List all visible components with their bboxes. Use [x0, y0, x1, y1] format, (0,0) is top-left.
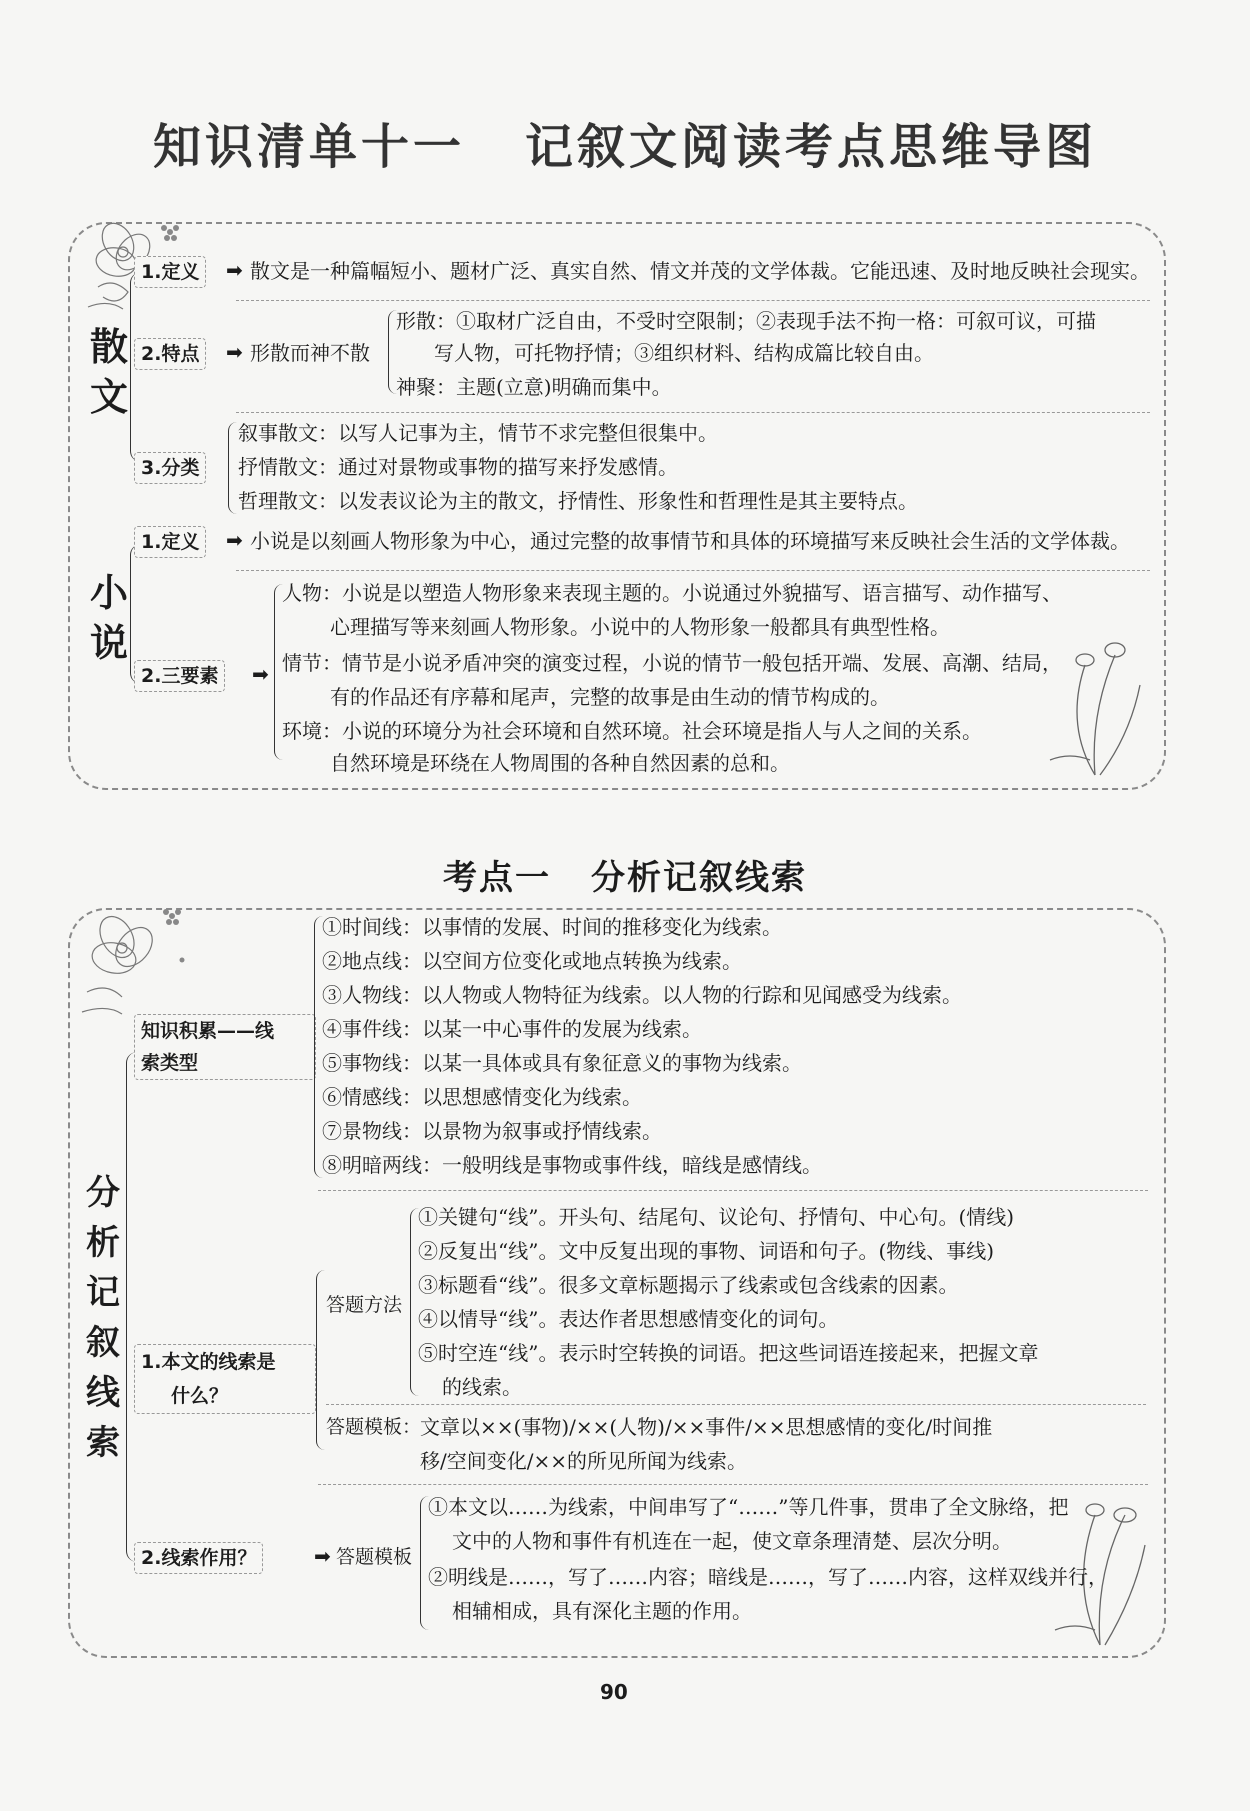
knowledge-label-line2: 索类型: [141, 1052, 199, 1074]
k-item: ①时间线：以事情的发展、时间的推移变化为线索。: [322, 915, 782, 939]
sanwen-def-label: 1.定义: [134, 256, 206, 288]
xiaoshuo-elem-label: 2.三要素: [134, 660, 225, 692]
template-label: 答题模板：: [326, 1416, 422, 1438]
section-title: [0, 850, 1250, 899]
orchid-plant-icon: [1030, 600, 1160, 780]
arrow-icon: ➡: [226, 340, 243, 364]
sanwen-cat-label: 3.分类: [134, 452, 206, 484]
title-part2: 记叙文阅读考点思维导图: [525, 119, 1098, 175]
flower-icon: [72, 902, 192, 1022]
method-label: 答题方法: [326, 1294, 403, 1316]
elem-item: 环境：小说的环境分为社会环境和自然环境。社会环境是指人与人之间的关系。: [282, 719, 982, 743]
xiaoshuo-heading: 小说: [89, 570, 128, 665]
knowledge-label-line1: 知识积累——线: [141, 1020, 275, 1042]
arrow-icon: ➡: [252, 662, 269, 686]
feat-item: 神聚：主题(立意)明确而集中。: [396, 375, 672, 399]
section-title-a: 考点一: [443, 858, 551, 898]
k-item: ②地点线：以空间方位变化或地点转换为线索。: [322, 949, 742, 973]
arrow-icon: ➡: [226, 258, 243, 282]
orchid-plant-icon: [1030, 1460, 1160, 1650]
q2-item: ②明线是……，写了……内容；暗线是……，写了……内容，这样双线并行，: [428, 1565, 1108, 1589]
elem-item: 有的作品还有序幕和尾声，完整的故事是由生动的情节构成的。: [330, 685, 890, 709]
method-item: ④以情导“线”。表达作者思想感情变化的词句。: [418, 1307, 839, 1331]
method-item: ③标题看“线”。很多文章标题揭示了线索或包含线索的因素。: [418, 1273, 959, 1297]
page-number: 90: [600, 1680, 628, 1704]
xiansuo-brace: [126, 1052, 137, 1562]
arrow-icon: ➡: [314, 1544, 331, 1568]
knowledge-label: [134, 1014, 316, 1080]
divider: [318, 1484, 1148, 1485]
divider: [236, 412, 1150, 413]
q1-label-line1: 1.本文的线索是: [141, 1351, 276, 1373]
k-item: ⑧明暗两线：一般明线是事物或事件线，暗线是感情线。: [322, 1153, 822, 1177]
elem-item: 自然环境是环绕在人物周围的各种自然因素的总和。: [330, 751, 790, 775]
method-item: ②反复出“线”。文中反复出现的事物、词语和句子。(物线、事线): [418, 1239, 995, 1263]
divider: [326, 1404, 1146, 1405]
elem-item: 心理描写等来刻画人物形象。小说中的人物形象一般都具有典型性格。: [330, 615, 950, 639]
k-item: ⑤事物线：以某一具体或具有象征意义的事物为线索。: [322, 1051, 802, 1075]
q2-item: 相辅相成，具有深化主题的作用。: [452, 1599, 752, 1623]
method-item: ①关键句“线”。开头句、结尾句、议论句、抒情句、中心句。(情线): [418, 1205, 1015, 1229]
xiaoshuo-def-text: 小说是以刻画人物形象为中心，通过完整的故事情节和具体的环境描写来反映社会生活的文学体裁。: [250, 529, 1130, 553]
feat-item: 写人物，可托物抒情；③组织材料、结构成篇比较自由。: [434, 341, 934, 365]
sanwen-def-text: 散文是一种篇幅短小、题材广泛、真实自然、情文并茂的文学体裁。它能迅速、及时地反映社会现实。: [250, 259, 1150, 283]
elem-item: 人物：小说是以塑造人物形象来表现主题的。小说通过外貌描写、语言描写、动作描写、: [282, 581, 1062, 605]
cat-item: 叙事散文：以写人记事为主，情节不求完整但很集中。: [238, 421, 718, 445]
feat-item: 形散：①取材广泛自由，不受时空限制；②表现手法不拘一格：可叙可议，可描: [396, 309, 1096, 333]
xiaoshuo-def-label: 1.定义: [134, 526, 206, 558]
q2-label: 2.线索作用？: [134, 1542, 263, 1574]
page-title: [0, 108, 1250, 177]
sanwen-feat-label: 2.特点: [134, 338, 206, 370]
k-item: ④事件线：以某一中心事件的发展为线索。: [322, 1017, 702, 1041]
q1-brace: [316, 1270, 325, 1450]
arrow-icon: ➡: [226, 528, 243, 552]
q2-item: ①本文以……为线索，中间串写了“……”等几件事，贯串了全文脉络，把: [428, 1495, 1069, 1519]
method-item: ⑤时空连“线”。表示时空转换的词语。把这些词语连接起来，把握文章: [418, 1341, 1039, 1365]
sanwen-feat-main: 形散而神不散: [250, 341, 370, 365]
k-item: ⑦景物线：以景物为叙事或抒情线索。: [322, 1119, 662, 1143]
divider: [236, 570, 1150, 571]
cat-item: 抒情散文：通过对景物或事物的描写来抒发感情。: [238, 455, 678, 479]
method-brace: [410, 1208, 419, 1396]
elem-item: 情节：情节是小说矛盾冲突的演变过程，小说的情节一般包括开端、发展、高潮、结局，: [282, 651, 1062, 675]
k-item: ⑥情感线：以思想感情变化为线索。: [322, 1085, 642, 1109]
section-title-b: 分析记叙线索: [591, 858, 807, 898]
q2-template: 答题模板: [336, 1546, 413, 1568]
k-item: ③人物线：以人物或人物特征为线索。以人物的行踪和见闻感受为线索。: [322, 983, 962, 1007]
cat-brace: [228, 422, 237, 514]
cat-item: 哲理散文：以发表议论为主的散文，抒情性、形象性和哲理性是其主要特点。: [238, 489, 918, 513]
title-part1: 知识清单十一: [152, 119, 465, 175]
divider: [318, 1190, 1148, 1191]
q1-label-line2: 什么？: [171, 1385, 229, 1407]
xiansuo-heading: 分析记叙线索: [86, 1173, 120, 1463]
template-text: 文章以××(事物)/××(人物)/××事件/××思想感情的变化/时间推: [420, 1415, 993, 1439]
method-item: 的线索。: [442, 1375, 522, 1399]
q1-label: [134, 1344, 316, 1414]
q2-item: 文中的人物和事件有机连在一起，使文章条理清楚、层次分明。: [452, 1529, 1012, 1553]
divider: [236, 300, 1150, 301]
sanwen-heading: 散文: [89, 324, 128, 419]
template-text: 移/空间变化/××的所见所闻为线索。: [420, 1449, 747, 1473]
